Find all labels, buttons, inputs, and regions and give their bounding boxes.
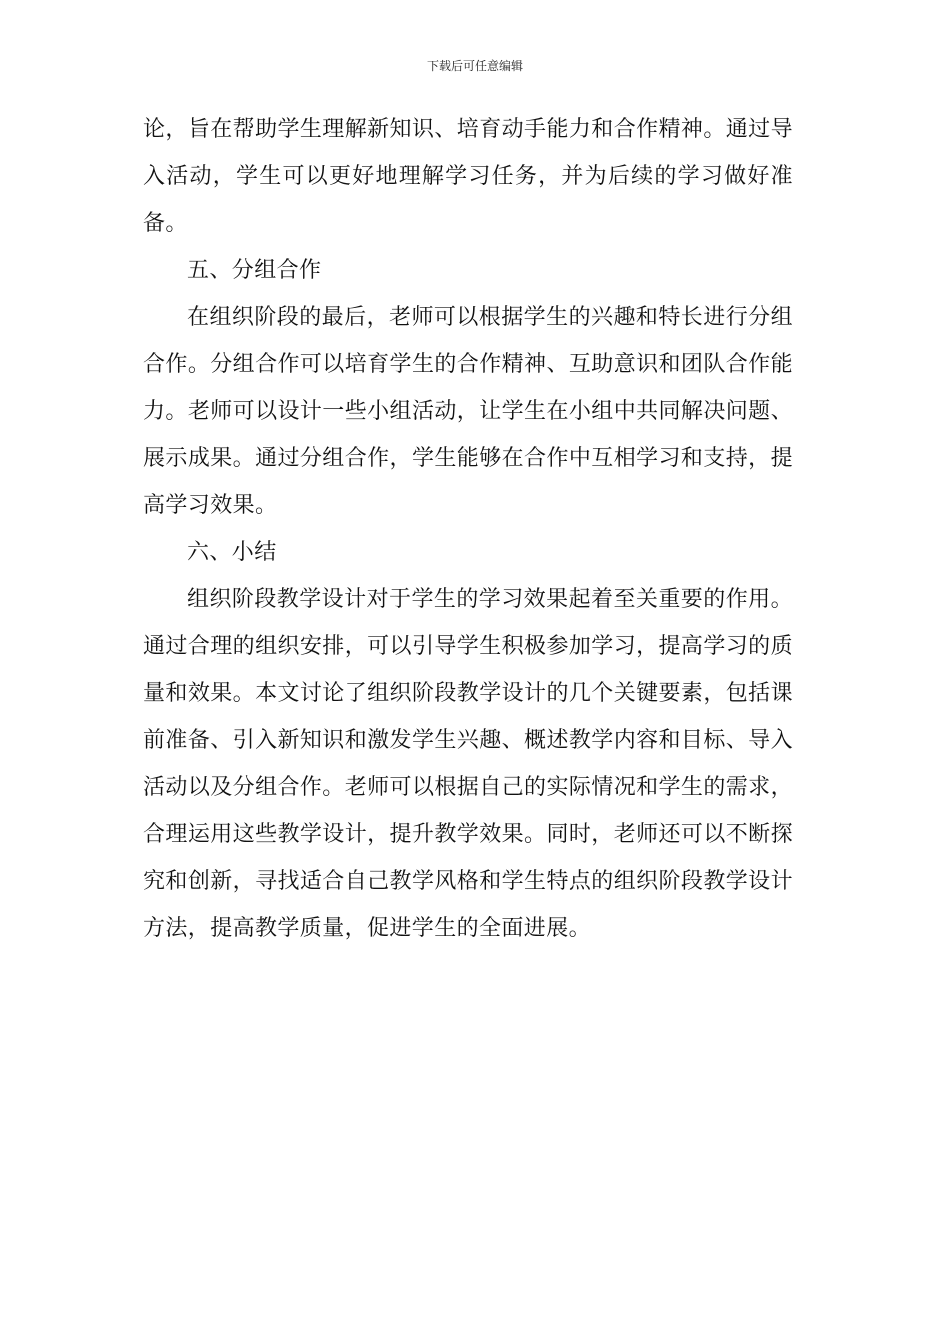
section-heading-summary: 六、小结 xyxy=(187,540,277,565)
paragraph-continuation: 论，旨在帮助学生理解新知识、培育动手能力和合作精神。通过导入活动，学生可以更好地理解学习任务，并为后续的学习做好准备。 xyxy=(143,117,793,236)
document-body xyxy=(143,106,793,952)
paragraph-summary: 组织阶段教学设计对于学生的学习效果起着至关重要的作用。通过合理的组织安排，可以引导学生积极参加学习，提高学习的质量和效果。本文讨论了组织阶段教学设计的几个关键要素，包括课前准备、引入新知识和激发学生兴趣、概述教学内容和目标、导入活动以及分组合作。老师可以根据自己的实际情况和学生的需求，合理运用这些教学设计，提升教学效果。同时，老师还可以不断探究和创新，寻找适合自己教学风格和学生特点的组织阶段教学设计方法，提高教学质量，促进学生的全面进展。 xyxy=(143,587,793,941)
section-heading-group-cooperation: 五、分组合作 xyxy=(187,258,322,283)
paragraph-group-cooperation: 在组织阶段的最后，老师可以根据学生的兴趣和特长进行分组合作。分组合作可以培育学生的合作精神、互助意识和团队合作能力。老师可以设计一些小组活动，让学生在小组中共同解决问题、展示成果。通过分组合作，学生能够在合作中互相学习和支持，提高学习效果。 xyxy=(143,305,793,518)
page-header: 下载后可任意编辑 xyxy=(426,59,523,73)
